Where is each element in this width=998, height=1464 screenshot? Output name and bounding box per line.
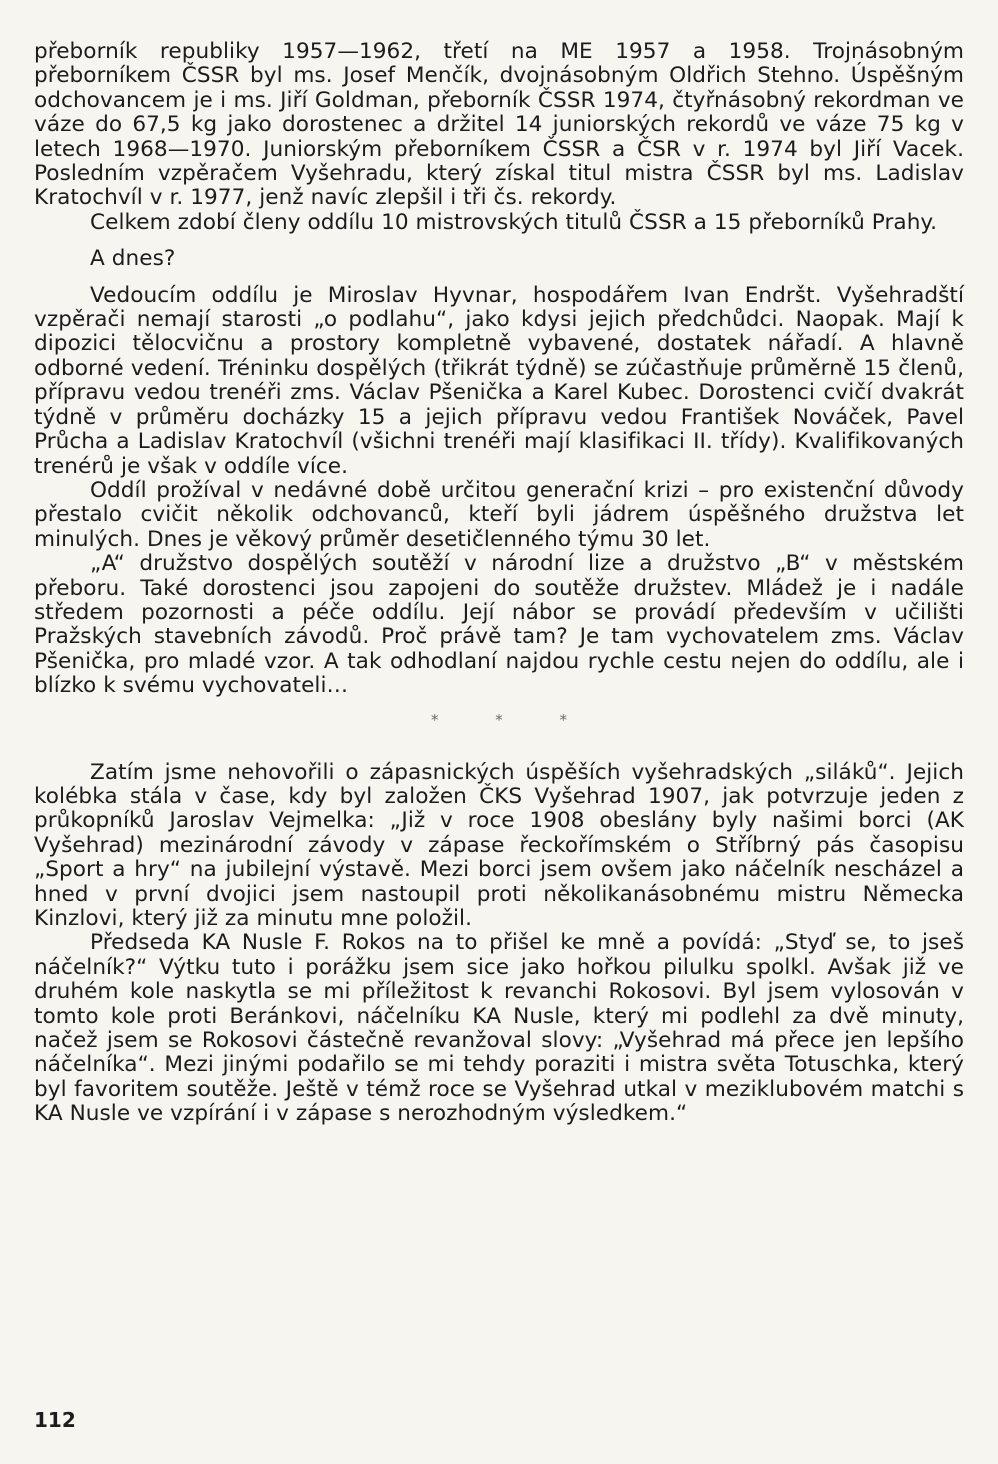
- paragraph-generation-crisis: Oddíl prožíval v nedávné době určitou generační krizi – pro existenční důvody přestalo cvičit několik odchovanců, kteří byli jádrem úspěšného družstva let minulých. Dnes je věkový průměr desetičlenného týmu 30 let.: [34, 477, 964, 552]
- section-wrestling: [34, 761, 964, 1127]
- paragraph-teams: „A“ družstvo dospělých soutěží v národní lize a družstvo „B“ v městském přeboru. Také dorostenci jsou zapojeni do soutěže družstev. Mládež je i nadále středem pozornosti a péče oddílu. Její nábor se provádí především v učilišti Pražských stavebních závodů. Proč právě tam? Je tam vychovatelem zms. Václav Pšenička, pro mladé vzor. A tak odhodlaní najdou rychle cestu nejen do oddílu, ale i blízko k svému vychovateli…: [34, 551, 964, 699]
- section-separator: * * *: [430, 710, 594, 729]
- page-number: 112: [34, 1408, 76, 1432]
- paragraph-rokos-story: Předseda KA Nusle F. Rokos na to přišel ke mně a povídá: „Styď se, to jseš náčelník?“ Výtku tuto i porážku jsem sice jako hořkou pilulku spolkl. Avšak již ve druhém kole naskytla se mi příležitost k revanchi Rokosovi. Byl jsem vylosován v tomto kole proti Beránkovi, náčelníku KA Nusle, který mi podlehl za dvě minuty, načež jsem se Rokosovi částečně revanžoval slovy: „Vyšehrad má přece jen lepšího náčelníka“. Mezi jinými podařilo se mi tehdy poraziti i mistra světa Totuschka, který byl favoritem soutěže. Ještě v témž roce se Vyšehrad utkal v meziklubovém matchi s KA Nusle ve vzpírání i v zápase s nerozhodným výsledkem.“: [34, 930, 964, 1127]
- paragraph-titles-count: Celkem zdobí členy oddílu 10 mistrovských titulů ČSSR a 15 přeborníků Prahy.: [90, 209, 938, 235]
- section-weightlifting: [34, 40, 964, 699]
- paragraph-champions: přeborník republiky 1957—1962, třetí na ME 1957 a 1958. Trojnásobným přeborníkem ČSSR byl ms. Josef Menčík, dvojnásobným Oldřich Stehno. Úspěšným odchovancem je i ms. Jiří Goldman, přeborník ČSSR 1974, čtyřnásobný rekordman ve váze do 67,5 kg jako dorostenec a držitel 14 juniorských rekordů ve váze 75 kg v letech 1968—1970. Juniorským přeborníkem ČSSR a ČSR v r. 1974 byl Jiří Vacek. Posledním vzpěračem Vyšehradu, který získal titul mistra ČSSR byl ms. Ladislav Kratochvíl v r. 1977, jenž navíc zlepšil i tři čs. rekordy.: [34, 39, 964, 211]
- paragraph-leadership: Vedoucím oddílu je Miroslav Hyvnar, hospodářem Ivan Endršt. Vyšehradští vzpěrači nemají starosti „o podlahu“, jako kdysi jejich předchůdci. Naopak. Mají k dipozici tělocvičnu a prostory kompletně vybavené, dostatek nářadí. A hlavně odborné vedení. Tréninku dospělých (třikrát týdně) se zúčastňuje průměrně 15 členů, přípravu vedou trenéři zms. Václav Pšenička a Karel Kubec. Dorostenci cvičí dvakrát týdně v průměru docházky 15 a jejich přípravu vedou František Nováček, Pavel Průcha a Ladislav Kratochvíl (všichni trenéři mají klasifikaci II. třídy). Kvalifikovaných trenérů je však v oddíle více.: [34, 282, 964, 479]
- paragraph-wrestling-origins: Zatím jsme nehovořili o zápasnických úspěších vyšehradských „siláků“. Jejich kolébka stála v čase, kdy byl založen ČKS Vyšehrad 1907, jak potvrzuje jeden z průkopníků Jaroslav Vejmelka: „Již v roce 1908 obeslány byly našimi borci (AK Vyšehrad) mezinárodní závody v zápase řeckořímském o Stříbrný pás časopisu „Sport a hry“ na jubilejní výstavě. Mezi borci jsem ovšem jako náčelník nescházel a hned v první dvojici jsem nastoupil proti několikanásobnému mistru Německa Kinzlovi, který již za minutu mne položil.: [34, 759, 964, 931]
- paragraph-a-dnes: A dnes?: [90, 246, 176, 272]
